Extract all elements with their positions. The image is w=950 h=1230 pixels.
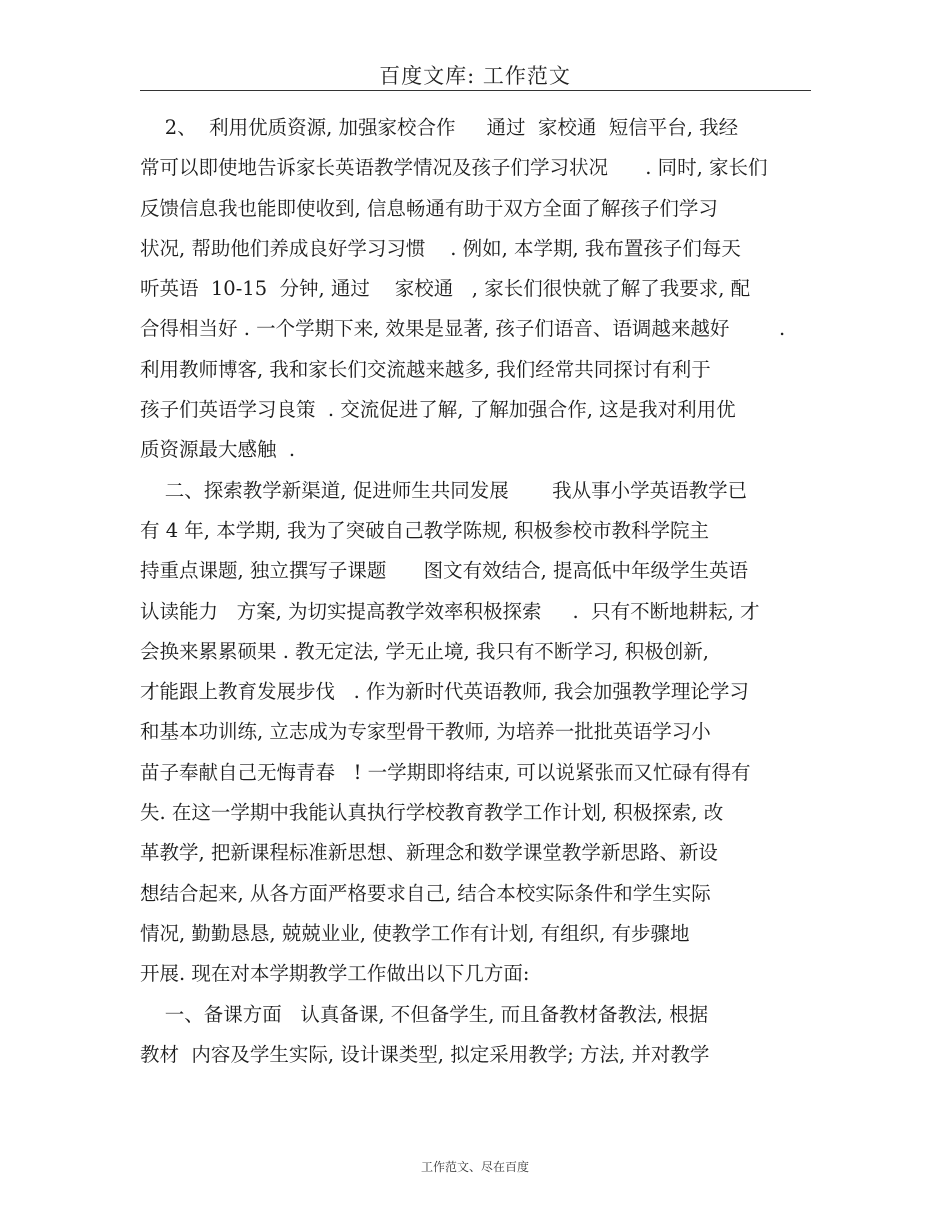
body-line: 孩子们英语学习良策 . 交流促进了解, 了解加强合作, 这是我对利用优	[140, 398, 736, 422]
header-divider	[140, 90, 811, 91]
body-line: 教材 内容及学生实际, 设计课类型, 拟定采用教学; 方法, 并对教学	[140, 1042, 710, 1066]
page-footer: 工作范文、尽在百度	[420, 1160, 529, 1174]
body-line: 状况, 帮助他们养成良好学习习惯 . 例如, 本学期, 我布置孩子们每天	[140, 236, 741, 260]
body-line: 苗子奉献自己无悔青春 ! 一学期即将结束, 可以说紧张而又忙碌有得有	[140, 760, 751, 784]
body-line: 听英语 10-15 分钟, 通过 家校通 , 家长们很快就了解了我要求, 配	[140, 277, 751, 301]
body-line: 2、 利用优质资源, 加强家校合作 通过 家校通 短信平台, 我经	[140, 116, 739, 139]
body-line: 会换来累累硕果 . 教无定法, 学无止境, 我只有不断学习, 积极创新,	[140, 639, 709, 663]
body-line: 想结合起来, 从各方面严格要求自己, 结合本校实际条件和学生实际	[140, 881, 711, 905]
body-line: 失. 在这一学期中我能认真执行学校教育教学工作计划, 积极探索, 改	[140, 801, 724, 825]
body-line: 情况, 勤勤恳恳, 兢兢业业, 使教学工作有计划, 有组织, 有步骤地	[140, 921, 690, 945]
page-header-title: 百度文库: 工作范文	[379, 64, 571, 88]
body-line: 持重点课题, 独立撰写子课题 图文有效结合, 提高低中年级学生英语	[140, 559, 748, 583]
body-line: 合得相当好 . 一个学期下来, 效果是显著, 孩子们语音、语调越来越好 .	[140, 317, 786, 341]
body-line: 和基本功训练, 立志成为专家型骨干教师, 为培养一批批英语学习小	[140, 720, 711, 744]
body-line: 革教学, 把新课程标准新思想、新理念和数学课堂教学新思路、新设	[140, 841, 718, 865]
body-line: 利用教师博客, 我和家长们交流越来越多, 我们经常共同探讨有利于	[140, 357, 711, 381]
body-line: 二、探索教学新渠道, 促进师生共同发展 我从事小学英语教学已	[140, 478, 748, 502]
body-line: 有 4 年, 本学期, 我为了突破自己教学陈规, 积极参校市教科学院主	[140, 518, 709, 542]
document-body	[140, 108, 820, 1075]
body-line: 反馈信息我也能即使收到, 信息畅通有助于双方全面了解孩子们学习	[140, 196, 718, 220]
body-line: 质资源最大感触 .	[140, 438, 296, 462]
body-line: 一、备课方面 认真备课, 不但备学生, 而且备教材备教法, 根据	[140, 1002, 709, 1026]
body-line: 常可以即使地告诉家长英语教学情况及孩子们学习状况 . 同时, 家长们	[140, 156, 768, 180]
body-line: 开展. 现在对本学期教学工作做出以下几方面:	[140, 962, 530, 986]
body-line: 才能跟上教育发展步伐 . 作为新时代英语教师, 我会加强教学理论学习	[140, 680, 749, 704]
body-line: 认读能力 方案, 为切实提高教学效率积极探索 . 只有不断地耕耘, 才	[140, 599, 760, 623]
